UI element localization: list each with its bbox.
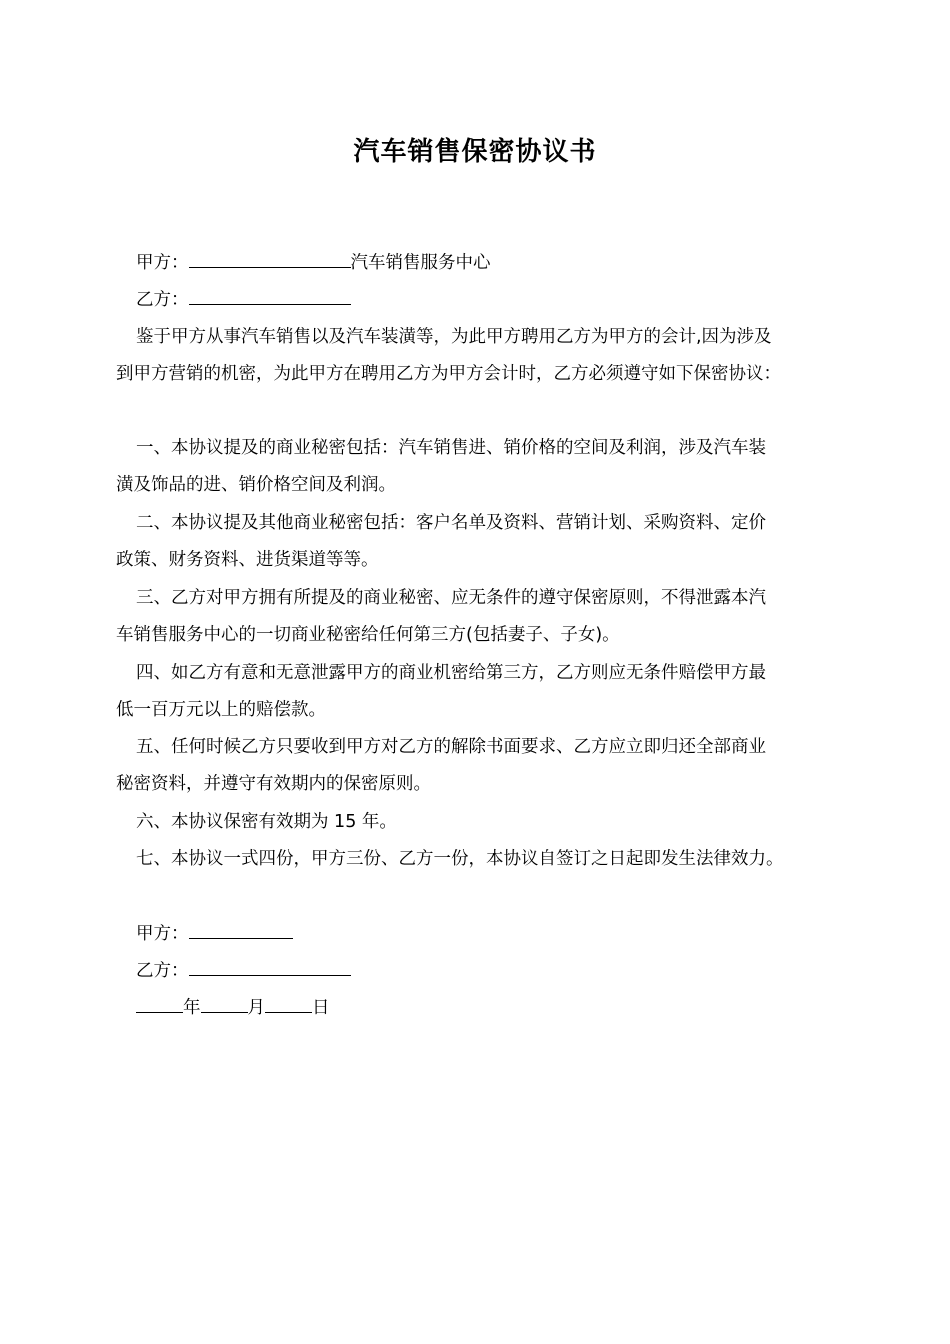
party-a-line [116, 245, 876, 282]
date-year-blank[interactable] [136, 994, 183, 1013]
sign-party-a-blank[interactable] [189, 920, 293, 939]
party-b-line [116, 282, 876, 319]
party-a-label: 甲方： [136, 253, 189, 273]
party-a-blank[interactable] [189, 249, 351, 268]
party-b-label: 乙方： [136, 290, 189, 310]
clause-2-line-2: 政策、财务资料、进货渠道等等。 [116, 550, 379, 570]
clause-1-line-2: 潢及饰品的进、销价格空间及利润。 [116, 475, 396, 495]
sign-party-a-label: 甲方： [136, 924, 189, 944]
date-line [116, 990, 876, 1027]
date-day-blank[interactable] [265, 994, 312, 1013]
date-day-label: 日 [312, 998, 330, 1018]
preamble-line-1: 鉴于甲方从事汽车销售以及汽车装潢等，为此甲方聘用乙方为甲方的会计,因为涉及 [136, 327, 772, 347]
date-year-label: 年 [183, 998, 201, 1018]
clause-5-line-2: 秘密资料，并遵守有效期内的保密原则。 [116, 774, 431, 794]
clause-6-line-1: 六、本协议保密有效期为 15 年。 [136, 812, 397, 832]
sign-party-b-label: 乙方： [136, 961, 189, 981]
clause-2-line-1: 二、本协议提及其他商业秘密包括：客户名单及资料、营销计划、采购资料、定价 [136, 513, 766, 533]
document-title: 汽车销售保密协议书 [353, 137, 597, 167]
sign-party-a-line [116, 916, 876, 953]
date-month-blank[interactable] [201, 994, 248, 1013]
sign-party-b-blank[interactable] [189, 957, 351, 976]
clause-7-line-1: 七、本协议一式四份，甲方三份、乙方一份，本协议自签订之日起即发生法律效力。 [136, 849, 784, 869]
clause-1-line-1: 一、本协议提及的商业秘密包括：汽车销售进、销价格的空间及利润，涉及汽车装 [136, 438, 766, 458]
date-month-label: 月 [247, 998, 265, 1018]
clause-4-line-1: 四、如乙方有意和无意泄露甲方的商业机密给第三方，乙方则应无条件赔偿甲方最 [136, 663, 766, 683]
sign-party-b-line [116, 953, 876, 990]
preamble-line-2: 到甲方营销的机密，为此甲方在聘用乙方为甲方会计时，乙方必须遵守如下保密协议： [116, 364, 781, 384]
party-b-blank[interactable] [189, 286, 351, 305]
party-a-suffix: 汽车销售服务中心 [350, 253, 491, 273]
clause-3-line-1: 三、乙方对甲方拥有所提及的商业秘密、应无条件的遵守保密原则，不得泄露本汽 [136, 588, 766, 608]
clause-5-line-1: 五、任何时候乙方只要收到甲方对乙方的解除书面要求、乙方应立即归还全部商业 [136, 737, 766, 757]
clause-4-line-2: 低一百万元以上的赔偿款。 [116, 700, 326, 720]
clause-3-line-2: 车销售服务中心的一切商业秘密给任何第三方(包括妻子、子女)。 [116, 625, 620, 645]
